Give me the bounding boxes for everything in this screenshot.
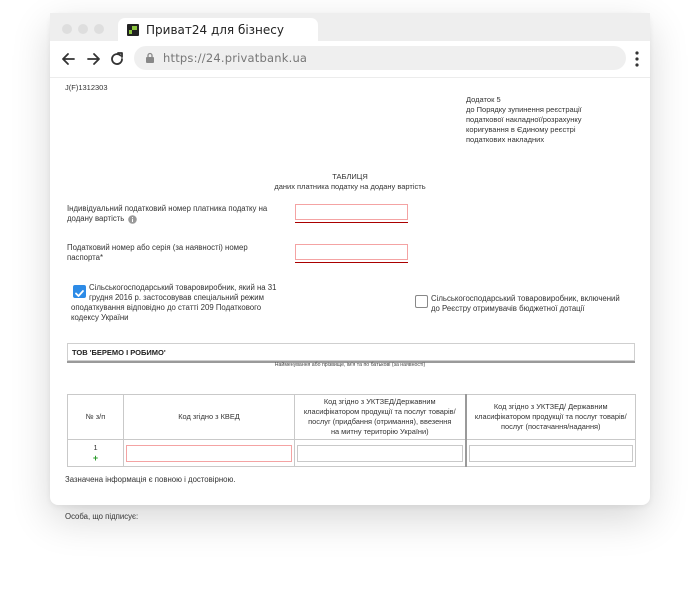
appendix-line: податкової накладної/розрахунку <box>466 115 582 124</box>
address-bar[interactable] <box>134 46 626 70</box>
window-close-dot[interactable] <box>62 24 72 34</box>
forward-arrow-icon[interactable] <box>84 50 102 68</box>
ipn-label-row <box>67 214 297 224</box>
uktzed-import-cell <box>295 440 466 467</box>
header-uktzed-supply <box>466 395 636 440</box>
header-line: класифікатором продукції та послуг товарів/ <box>474 412 627 421</box>
browser-toolbar <box>50 41 650 78</box>
browser-window <box>50 13 650 521</box>
agri-registry-label <box>431 294 646 314</box>
ipn-label <box>67 204 297 224</box>
header-line: на митну територію України) <box>330 427 429 436</box>
ipn-input[interactable] <box>295 204 408 220</box>
header-kved: Код згідно з КВЕД <box>124 395 295 440</box>
ipn-label-line: додану вартість <box>67 214 125 223</box>
appendix-line: Додаток 5 <box>466 95 501 104</box>
header-uktzed-import <box>295 395 466 440</box>
passport-label <box>67 243 297 263</box>
kved-input[interactable] <box>126 445 292 462</box>
uktzed-supply-cell <box>466 440 636 467</box>
form-code: J(F)1312303 <box>65 83 108 92</box>
page-subtitle: даних платника податку на додану вартість <box>274 182 426 191</box>
uktzed-import-input[interactable] <box>297 445 463 462</box>
browser-tab[interactable] <box>118 18 318 42</box>
appendix-note <box>466 95 646 145</box>
tab-bar <box>50 13 650 41</box>
passport-label-line: паспорта* <box>67 253 104 262</box>
codes-table <box>67 394 636 467</box>
appendix-line: коригування в Єдиному реєстрі <box>466 125 576 134</box>
reload-icon[interactable] <box>108 50 126 68</box>
back-arrow-icon[interactable] <box>60 50 78 68</box>
company-name-field[interactable]: ТОВ 'БЕРЕМО І РОБИМО' <box>67 343 635 361</box>
tab-title: Приват24 для бізнесу <box>146 23 284 37</box>
agri-special-line: Сільськогосподарський товаровиробник, який на 31 <box>89 283 277 292</box>
info-icon[interactable] <box>128 215 137 224</box>
kved-cell <box>124 440 295 467</box>
passport-label-line: Податковий номер або серія (за наявності) номер <box>67 243 248 252</box>
privat24-logo-icon <box>127 24 139 36</box>
ipn-label-line: Індивідуальний податковий номер платника податку на <box>67 204 268 213</box>
passport-input[interactable] <box>295 244 408 260</box>
row-num-cell <box>68 440 124 467</box>
lock-icon <box>144 52 156 64</box>
signer-label: Особа, що підписує: <box>65 512 139 521</box>
window-minimize-dot[interactable] <box>78 24 88 34</box>
header-line: послуг (постачання/надання) <box>500 422 601 431</box>
company-caption: Найменування або прізвище, ім'я та по батькові (за наявності) <box>274 362 426 368</box>
table-row <box>68 440 636 467</box>
ipn-input-underline <box>295 222 408 223</box>
header-line: класифікатором продукції та послуг товарів/ <box>303 407 456 416</box>
row-number: 1 <box>93 443 98 452</box>
add-row-button[interactable]: + <box>92 453 99 463</box>
page-content <box>50 78 650 521</box>
appendix-line: до Порядку зупинення реєстрації <box>466 105 582 114</box>
agri-special-line: оподаткування відповідно до статті 209 Податкового <box>71 303 262 312</box>
page-title: ТАБЛИЦЯ <box>332 172 368 181</box>
agri-special-regime-label <box>71 283 311 323</box>
agri-special-line: грудня 2016 р. застосовував спеціальний режим <box>89 293 264 302</box>
table-header-row <box>68 395 636 440</box>
uktzed-supply-input[interactable] <box>469 445 633 462</box>
passport-input-underline <box>295 262 408 263</box>
agri-registry-line: до Реєстру отримувачів бюджетної дотації <box>431 304 585 313</box>
url-text: https://24.privatbank.ua <box>163 51 308 65</box>
confirmation-text: Зазначена інформація є повною і достовірною. <box>65 475 236 484</box>
header-line: Код згідно з УКТЗЕД/ Державним <box>493 402 608 411</box>
header-line: Код згідно з УКТЗЕД/Державним <box>323 397 436 406</box>
more-menu-icon[interactable] <box>634 50 640 68</box>
window-maximize-dot[interactable] <box>94 24 104 34</box>
agri-registry-checkbox[interactable] <box>415 295 428 308</box>
header-num: № з/п <box>68 395 124 440</box>
agri-registry-line: Сільськогосподарський товаровиробник, включений <box>431 294 620 303</box>
agri-special-line: кодексу України <box>71 313 129 322</box>
header-line: послуг (придбання (отримання), ввезення <box>308 417 452 426</box>
appendix-line: податкових накладних <box>466 135 545 144</box>
